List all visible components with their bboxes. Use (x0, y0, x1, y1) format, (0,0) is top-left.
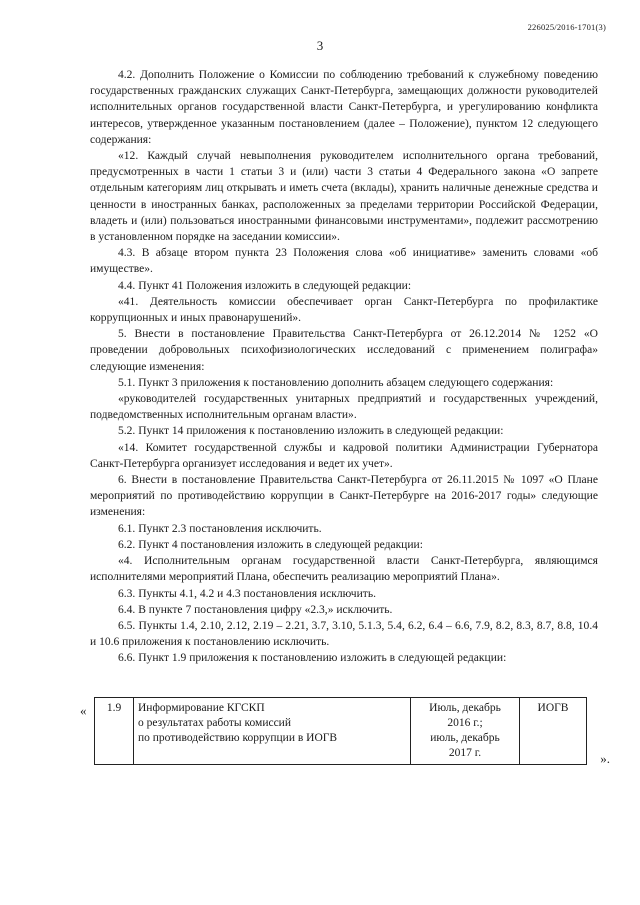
paragraph-5-2: 5.2. Пункт 14 приложения к постановлению изложить в следующей редакции: (118, 425, 504, 438)
paragraph-6-6: 6.6. Пункт 1.9 приложения к постановлению изложить в следующей редакции: (118, 652, 507, 665)
cell-description (134, 698, 411, 765)
description-line: о результатах работы комиссий (138, 717, 291, 729)
open-quote: « (80, 703, 87, 718)
description-line: по противодействию коррупции в ИОГВ (138, 732, 338, 744)
paragraph-4-quote: «4. Исполнительным органам государственной власти Санкт-Петербурга, являющимся исполнителями мероприятий Плана, обеспечить реализацию мероприятий Плана». (90, 555, 598, 584)
paragraph-5: 5. Внести в постановление Правительства Санкт-Петербурга от 26.12.2014 № 1252 «О проведении добровольных психофизиологических исследований с применением полиграфа» следующие изменения: (90, 328, 598, 373)
table-row (95, 698, 587, 765)
term-line: 2016 г.; (447, 717, 483, 729)
cell-term (411, 698, 520, 765)
paragraph-6-3: 6.3. Пункты 4.1, 4.2 и 4.3 постановления исключить. (118, 587, 376, 600)
paragraph-4-2: 4.2. Дополнить Положение о Комиссии по соблюдению требований к служебному поведению государственных гражданских служащих Санкт-Петербурга, замещающих должности руководителей исполнительных органов государственной власти Санкт-Петербурга, и урегулированию конфликта интересов, утвержденное указанным постановлением (далее – Положение), пунктом 12 следующего содержания: (90, 69, 598, 146)
paragraph-6-2: 6.2. Пункт 4 постановления изложить в следующей редакции: (118, 538, 423, 551)
paragraph-6: 6. Внести в постановление Правительства Санкт-Петербурга от 26.11.2015 № 1097 «О Плане мероприятий по противодействию коррупции в Санкт-Петербурге на 2016-2017 годы» следующие изменения: (90, 474, 598, 519)
paragraph-14-quote: «14. Комитет государственной службы и кадровой политики Администрации Губернатора Санкт-Петербурга организует исследования и ведет их учет». (90, 441, 598, 470)
paragraph-5-1-quote: «руководителей государственных унитарных предприятий и государственных учреждений, подведомственных исполнительным органам власти». (90, 393, 598, 422)
amendment-table (94, 697, 587, 765)
paragraph-6-1: 6.1. Пункт 2.3 постановления исключить. (118, 522, 322, 535)
paragraph-4-4: 4.4. Пункт 41 Положения изложить в следующей редакции: (118, 279, 412, 292)
term-line: Июль, декабрь (429, 702, 501, 714)
paragraph-41-quote: «41. Деятельность комиссии обеспечивает орган Санкт-Петербурга по профилактике коррупционных и иных правонарушений». (90, 295, 598, 325)
cell-number: 1.9 (95, 698, 134, 765)
page-number: 3 (316, 38, 324, 53)
cell-executor: ИОГВ (520, 698, 587, 765)
paragraph-6-5: 6.5. Пункты 1.4, 2.10, 2.12, 2.19 – 2.21, 3.7, 3.10, 5.1.3, 5.4, 6.2, 6.4 – 6.6, 7.9, 8.2, 8.3, 8.7, 8.8, 10.4 и 10.6 приложения к постановлению исключить. (90, 619, 598, 649)
term-line: июль, декабрь (430, 732, 500, 744)
paragraph-4-3: 4.3. В абзаце втором пункта 23 Положения слова «об инициативе» заменить словами «об имуществе». (90, 247, 598, 276)
close-quote: ». (600, 751, 610, 766)
paragraph-5-1: 5.1. Пункт 3 приложения к постановлению дополнить абзацем следующего содержания: (118, 376, 554, 389)
description-line: Информирование КГСКП (138, 702, 265, 714)
term-line: 2017 г. (448, 747, 482, 759)
doc-number: 226025/2016-1701(3) (527, 22, 606, 32)
paragraph-12-quote: «12. Каждый случай невыполнения руководителем исполнительного органа требований, предусмотренных в части 1 статьи 3 и (или) части 3 статьи 4 Федерального закона «О запрете отдельным категориям лиц открывать и иметь счета (вклады), хранить наличные денежные средства и ценности в иностранных банках, расположенных за пределами территории Российской Федерации, владеть и (или) пользоваться иностранными финансовыми инструментами», подлежит рассмотрению в установленном порядке на заседании комиссии». (90, 150, 598, 244)
paragraph-6-4: 6.4. В пункте 7 постановления цифру «2.3,» исключить. (118, 603, 393, 616)
amendment-table-block (80, 697, 610, 777)
document-body (90, 67, 598, 667)
